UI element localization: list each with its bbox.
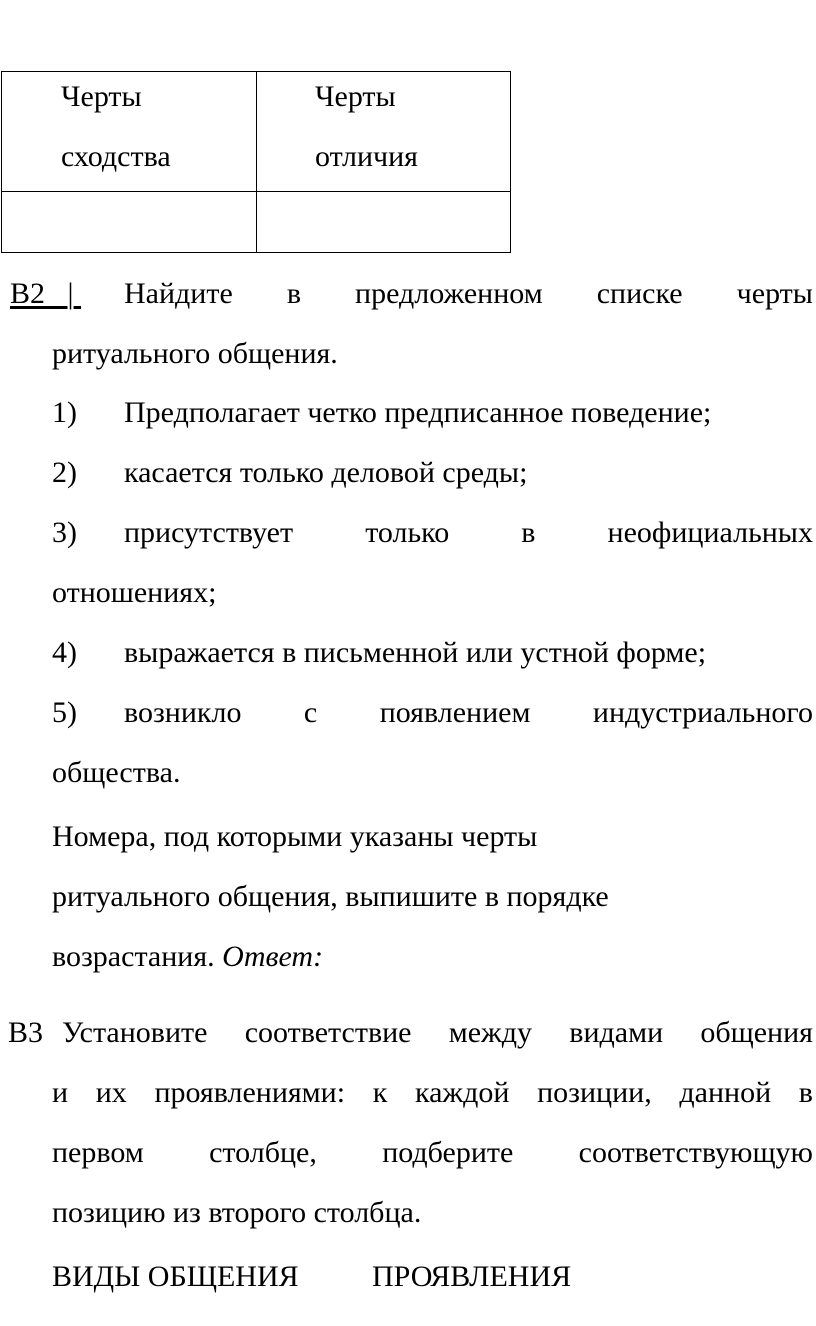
question-b3-text-line2: и их проявлениями: к каждой позиции, данной в bbox=[52, 1076, 813, 1109]
option-1-number: 1) bbox=[52, 396, 77, 429]
option-3-text: присутствует только в неофициальных bbox=[124, 516, 813, 549]
table-cell-difference[interactable] bbox=[257, 192, 510, 252]
question-b3-text-line1: Установите соответствие между видами общения bbox=[62, 1016, 813, 1049]
table-cell-similarity[interactable] bbox=[2, 192, 256, 252]
question-b2-label: В2 | bbox=[10, 277, 74, 310]
column-header-manifestations: ПРОЯВЛЕНИЯ bbox=[372, 1260, 572, 1293]
table-header-similarity-line1: Черты bbox=[61, 80, 142, 113]
table-border-right bbox=[510, 71, 511, 253]
option-4-text: выражается в письменной или устной форме; bbox=[124, 636, 707, 669]
instruction-line3: возрастания. Ответ: bbox=[52, 940, 324, 973]
question-b3-text-line4: позицию из второго столбца. bbox=[52, 1196, 422, 1229]
table-header-similarity-line2: сходства bbox=[61, 140, 171, 173]
question-b3-label: В3 bbox=[8, 1016, 44, 1049]
option-2-number: 2) bbox=[52, 456, 77, 489]
option-3-text-cont: отношениях; bbox=[52, 576, 217, 609]
column-header-types: ВИДЫ ОБЩЕНИЯ bbox=[52, 1260, 299, 1293]
option-3-number: 3) bbox=[52, 516, 77, 549]
answer-label: Ответ: bbox=[222, 940, 324, 973]
option-4-number: 4) bbox=[52, 636, 77, 669]
question-b2-text-line1: Найдите в предложенном списке черты bbox=[124, 277, 813, 310]
option-1-text: Предполагает четко предписанное поведение; bbox=[124, 396, 712, 429]
option-5-text: возникло с появлением индустриального bbox=[124, 696, 813, 729]
question-b3-text-line3: первом столбце, подберите соответствующую bbox=[52, 1136, 813, 1169]
instruction-line1: Номера, под которыми указаны черты bbox=[52, 820, 538, 853]
question-b2-text-line2: ритуального общения. bbox=[52, 337, 338, 370]
table-header-difference-line2: отличия bbox=[315, 140, 418, 173]
option-2-text: касается только деловой среды; bbox=[124, 456, 528, 489]
table-header-difference-line1: Черты bbox=[315, 80, 396, 113]
option-5-number: 5) bbox=[52, 696, 77, 729]
instruction-line2: ритуального общения, выпишите в порядке bbox=[52, 880, 609, 913]
option-5-text-cont: общества. bbox=[52, 756, 181, 789]
